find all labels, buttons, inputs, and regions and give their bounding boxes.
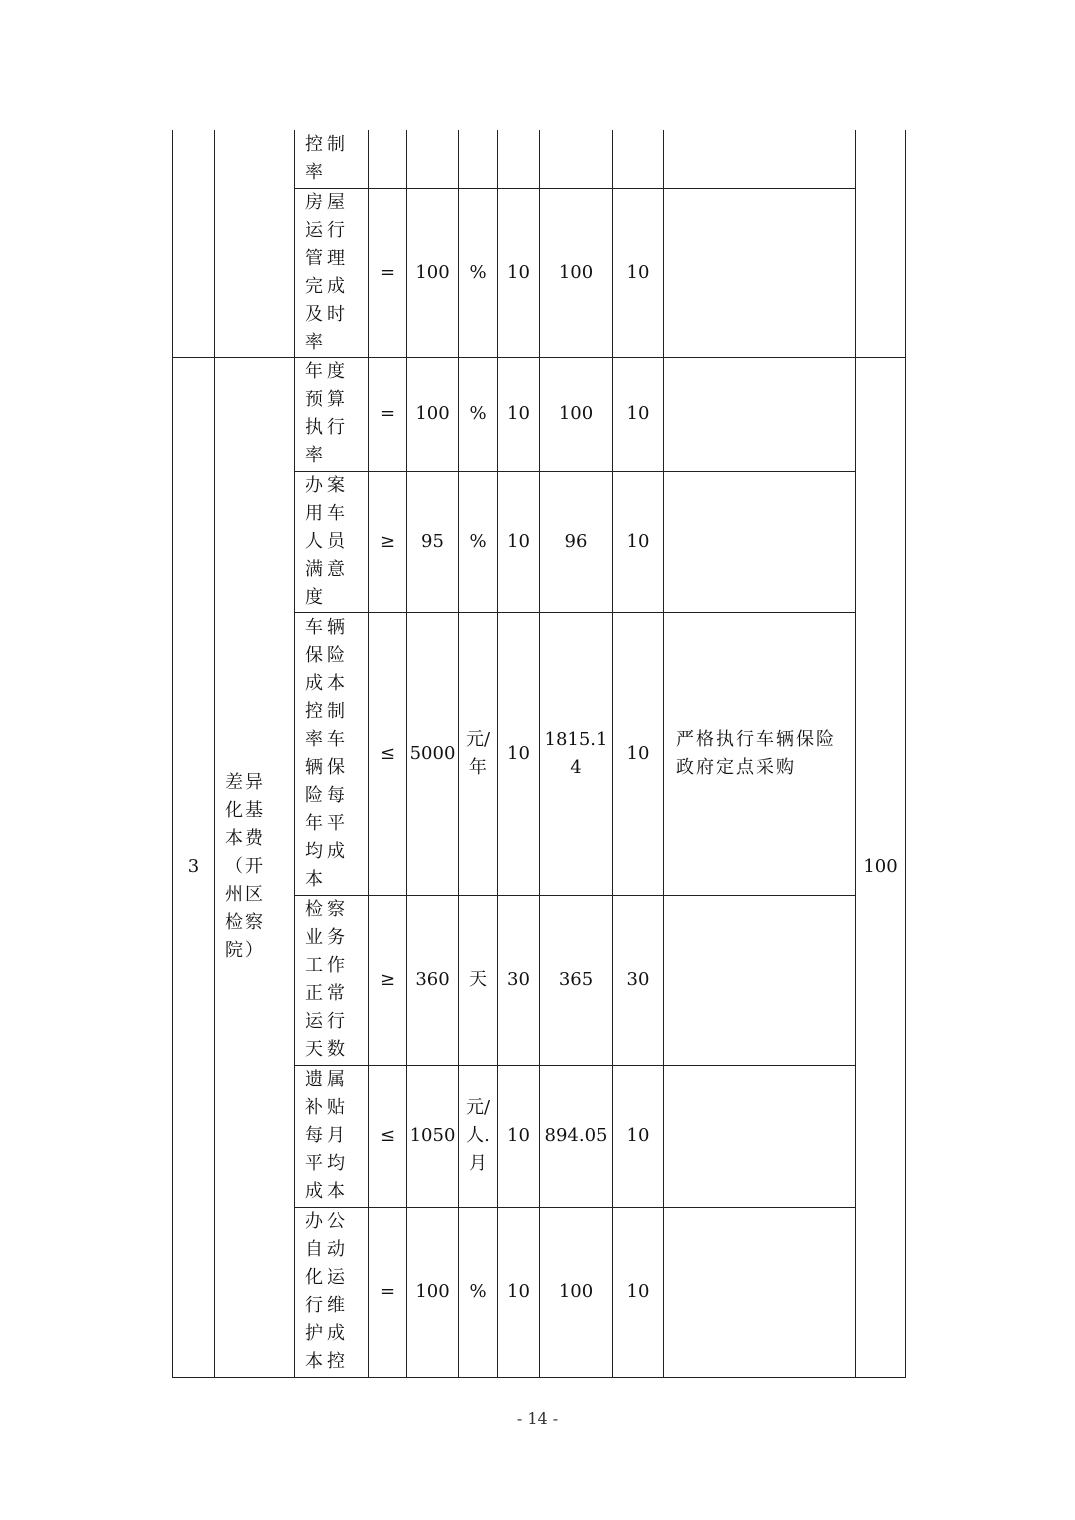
comparator: =	[369, 1207, 407, 1377]
score: 10	[613, 1065, 664, 1207]
note	[664, 1065, 856, 1207]
indicator-name: 年度预算执行率	[295, 357, 369, 471]
comparator	[369, 130, 407, 188]
actual-value: 100	[540, 1207, 613, 1377]
table-row	[173, 130, 906, 188]
comparator: ≤	[369, 612, 407, 895]
note	[664, 895, 856, 1065]
weight: 10	[498, 357, 540, 471]
target-value: 360	[407, 895, 459, 1065]
indicator-name: 遗属补贴每月平均成本	[295, 1065, 369, 1207]
target-value: 100	[407, 1207, 459, 1377]
actual-value: 894.05	[540, 1065, 613, 1207]
target-value: 95	[407, 471, 459, 612]
target-value: 100	[407, 188, 459, 357]
target-value: 100	[407, 357, 459, 471]
score: 10	[613, 471, 664, 612]
table-row	[173, 357, 906, 471]
target-value	[407, 130, 459, 188]
score: 10	[613, 357, 664, 471]
project-name: 差异化基本费（开州区检察院）	[215, 357, 295, 1377]
performance-table	[172, 130, 906, 1378]
note	[664, 471, 856, 612]
indicator-name: 办案用车人员满意度	[295, 471, 369, 612]
score: 30	[613, 895, 664, 1065]
note	[664, 1207, 856, 1377]
actual-value: 100	[540, 357, 613, 471]
score: 10	[613, 188, 664, 357]
weight: 10	[498, 471, 540, 612]
comparator: =	[369, 357, 407, 471]
unit: %	[459, 1207, 498, 1377]
weight	[498, 130, 540, 188]
note	[664, 188, 856, 357]
unit: %	[459, 357, 498, 471]
indicator-name: 检察业务工作正常运行天数	[295, 895, 369, 1065]
note: 严格执行车辆保险政府定点采购	[664, 612, 856, 895]
indicator-name: 房屋运行管理完成及时率	[295, 188, 369, 357]
project-name-cell	[215, 130, 295, 357]
actual-value: 96	[540, 471, 613, 612]
actual-value	[540, 130, 613, 188]
score: 10	[613, 1207, 664, 1377]
comparator: =	[369, 188, 407, 357]
weight: 10	[498, 612, 540, 895]
note	[664, 130, 856, 188]
target-value: 1050	[407, 1065, 459, 1207]
target-value: 5000	[407, 612, 459, 895]
indicator-name: 办公自动化运行维护成本控	[295, 1207, 369, 1377]
score	[613, 130, 664, 188]
comparator: ≥	[369, 471, 407, 612]
page-number: - 14 -	[516, 1409, 559, 1428]
weight: 30	[498, 895, 540, 1065]
unit: 元/年	[459, 612, 498, 895]
weight: 10	[498, 1065, 540, 1207]
weight: 10	[498, 188, 540, 357]
project-no: 3	[173, 357, 215, 1377]
score: 10	[613, 612, 664, 895]
unit	[459, 130, 498, 188]
actual-value: 1815.14	[540, 612, 613, 895]
unit: 元/人.月	[459, 1065, 498, 1207]
note	[664, 357, 856, 471]
comparator: ≤	[369, 1065, 407, 1207]
unit: %	[459, 188, 498, 357]
unit: 天	[459, 895, 498, 1065]
actual-value: 100	[540, 188, 613, 357]
comparator: ≥	[369, 895, 407, 1065]
total-score: 100	[856, 357, 906, 1377]
unit: %	[459, 471, 498, 612]
weight: 10	[498, 1207, 540, 1377]
indicator-name: 控制率	[295, 130, 369, 188]
project-no-cell	[173, 130, 215, 357]
indicator-name: 车辆保险成本控制率车辆保险每年平均成本	[295, 612, 369, 895]
actual-value: 365	[540, 895, 613, 1065]
total-score-cell	[856, 130, 906, 357]
